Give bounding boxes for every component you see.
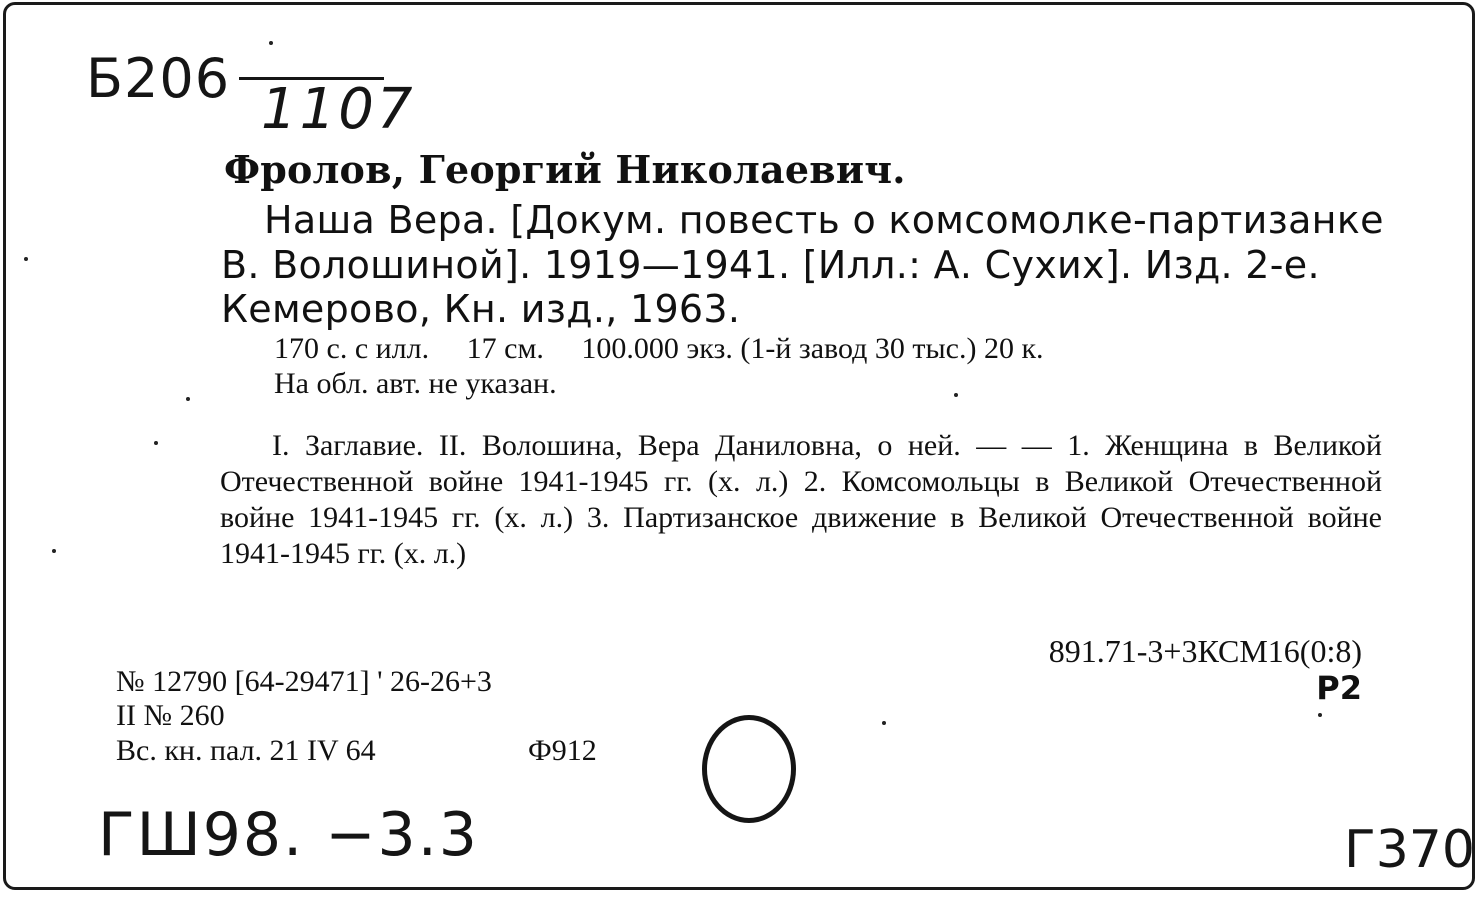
book-chamber-code: Ф912 <box>528 734 597 767</box>
subject-tracings <box>220 428 1382 572</box>
handwritten-call-number-bottom: 1107 <box>261 77 416 142</box>
ink-speck <box>52 549 56 553</box>
ink-speck <box>24 257 28 261</box>
classification-code: 891.71-3+3КСМ16(0:8) <box>1048 633 1362 669</box>
ink-speck <box>954 393 958 397</box>
title-line-3: Кемерово, Кн. изд., 1963. <box>221 287 741 331</box>
ink-speck <box>154 441 158 445</box>
handwritten-call-number-top: Б206 <box>86 47 231 110</box>
collation-line-1: 170 с. с илл. 17 см. 100.000 экз. (1-й завод 30 тыс.) 20 к. <box>274 332 1044 365</box>
catalog-card <box>3 2 1475 890</box>
title-line-1: Наша Вера. [Докум. повесть о комсомолке-партизанке <box>264 198 1384 242</box>
second-number-line: II № 260 <box>116 699 225 732</box>
handwritten-note-bottom-left: ГШ98. −3.3 <box>98 800 479 870</box>
title-line-2: В. Волошиной]. 1919—1941. [Илл.: А. Сухих]. Изд. 2-е. <box>221 243 1320 287</box>
card-number-line: № 12790 [64-29471] ' 26-26+3 <box>116 665 492 698</box>
collation-line-2: На обл. авт. не указан. <box>274 367 557 400</box>
ink-speck <box>1318 713 1322 717</box>
tracings-text: I. Заглавие. II. Волошина, Вера Даниловна, о ней. — — 1. Женщина в Великой Отечественной войне 1941-1945 гг. (х. л.) 2. Комсомольцы в Великой Отечественной войне 1941-1945 гг. (х. л.) 3. Партизанское движение в Великой Отечественной войне 1941-1945 гг. (х. л.) <box>220 429 1382 570</box>
book-chamber-line: Вс. кн. пал. 21 IV 64 <box>116 734 376 767</box>
hand-drawn-circle <box>702 715 796 823</box>
ink-speck <box>269 41 273 45</box>
series-code: Р2 <box>1316 669 1362 707</box>
ink-speck <box>186 397 190 401</box>
handwritten-note-bottom-right: Г370 <box>1344 820 1475 880</box>
author-heading: Фролов, Георгий Николаевич. <box>224 147 906 192</box>
ink-speck <box>882 721 886 725</box>
